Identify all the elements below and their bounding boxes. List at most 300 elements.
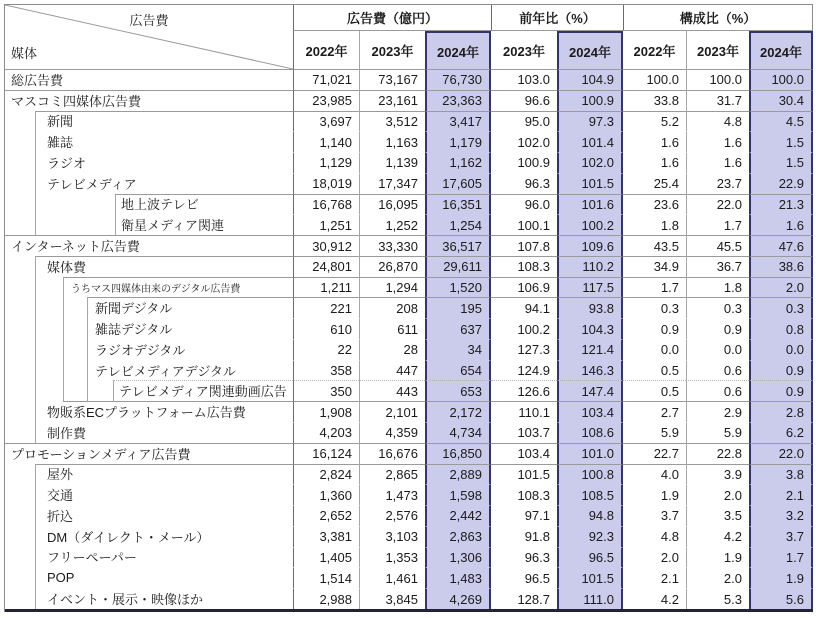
cell-value: 0.5: [660, 363, 679, 379]
cell-value: 358: [293, 360, 359, 381]
cell-value: 22.0: [749, 443, 813, 464]
cell-value: 103.7: [517, 425, 550, 441]
row-label-cell: [5, 464, 293, 485]
cell-value: 0.0: [749, 339, 813, 360]
row-label: 折込: [47, 508, 74, 524]
header-right: [293, 5, 813, 69]
cell-value: 117.5: [557, 277, 623, 298]
cell-value: 4.8: [686, 111, 749, 132]
row-label: 新聞デジタル: [95, 301, 173, 317]
year-header: 2023年: [359, 31, 425, 69]
row-label-cell: [5, 380, 293, 401]
row-label-cell: [5, 214, 293, 235]
cell-value: 1.6: [749, 214, 813, 235]
cell-value: 16,676: [359, 443, 425, 464]
cell-value: 0.0: [686, 339, 749, 360]
table-row: [5, 297, 813, 318]
row-label: 総広告費: [11, 72, 64, 88]
table-row: [5, 131, 813, 152]
row-label-cell: [5, 173, 293, 194]
cell-value: 24,801: [293, 256, 359, 277]
row-label: 雑誌: [47, 135, 74, 151]
cell-value: 106.9: [491, 277, 557, 298]
row-label-cell: [5, 505, 293, 526]
row-label-cell: [5, 69, 293, 90]
cell-value: 2.1: [749, 484, 813, 505]
table-row: [5, 111, 813, 132]
table-row: [5, 464, 813, 485]
cell-value: 1.9: [660, 487, 679, 503]
cell-value: 22.7: [623, 443, 686, 464]
cell-value: 96.3: [524, 176, 550, 192]
row-label-cell: [5, 443, 293, 464]
cell-value: 34: [425, 339, 491, 360]
cell-value: 1,473: [359, 484, 425, 505]
cell-value: 4,359: [359, 422, 425, 443]
cell-value: 146.3: [557, 360, 623, 381]
row-label-cell: [5, 297, 293, 318]
row-label: 交通: [47, 488, 74, 504]
row-label: ラジオ: [47, 155, 87, 171]
table-row: [5, 567, 813, 588]
cell-value: 0.5: [623, 380, 686, 401]
row-label-cell: [5, 90, 293, 111]
cell-value: 0.6: [686, 380, 749, 401]
cell-value: 1,129: [293, 152, 359, 173]
cell-value: 3.2: [749, 505, 813, 526]
cell-value: 2.0: [686, 484, 749, 505]
year-header-row: [293, 31, 813, 69]
row-label-cell: [5, 401, 293, 422]
cell-value: 2.0: [749, 277, 813, 298]
cell-value: 4.5: [749, 111, 813, 132]
row-label-cell: [5, 526, 293, 547]
cell-value: 30.4: [749, 90, 813, 111]
row-label: 制作費: [47, 425, 87, 441]
table-row: [5, 235, 813, 256]
cell-value: 5.9: [686, 422, 749, 443]
column-group-header-adspend: 広告費（億円）: [293, 5, 491, 31]
cell-value: 121.4: [557, 339, 623, 360]
cell-value: 34.9: [623, 256, 686, 277]
table-header: [5, 5, 813, 69]
cell-value: 110.2: [557, 256, 623, 277]
cell-value: 5.3: [686, 588, 749, 609]
cell-value: 1,211: [293, 277, 359, 298]
year-header: 2022年: [633, 43, 676, 59]
cell-value: 4.8: [660, 529, 679, 545]
cell-value: 36.7: [686, 256, 749, 277]
cell-value: 1,520: [425, 277, 491, 298]
cell-value: 4.2: [686, 526, 749, 547]
cell-value: 653: [425, 380, 491, 401]
cell-value: 22: [293, 339, 359, 360]
row-label-cell: [5, 235, 293, 256]
cell-value: 1.6: [660, 134, 679, 150]
cell-value: 2.0: [660, 549, 679, 565]
cell-value: 103.4: [557, 401, 623, 422]
cell-value: 126.6: [491, 380, 557, 401]
cell-value: 1,254: [425, 214, 491, 235]
cell-value: 26,870: [359, 256, 425, 277]
row-label-cell: [5, 111, 293, 132]
cell-value: 71,021: [293, 69, 359, 90]
cell-value: 18,019: [293, 173, 359, 194]
row-label: 屋外: [47, 467, 74, 483]
table-row: [5, 422, 813, 443]
cell-value: 38.6: [749, 256, 813, 277]
cell-value: 17,347: [359, 173, 425, 194]
cell-value: 31.7: [686, 90, 749, 111]
cell-value: 100.1: [517, 217, 550, 233]
cell-value: 1.9: [686, 547, 749, 568]
table-row: [5, 194, 813, 215]
cell-value: 94.1: [491, 297, 557, 318]
cell-value: 3.7: [660, 508, 679, 524]
row-label-cell: [5, 152, 293, 173]
table-body: [5, 69, 813, 609]
cell-value: 1,139: [359, 152, 425, 173]
cell-value: 47.6: [749, 235, 813, 256]
cell-value: 3,103: [359, 526, 425, 547]
row-label: イベント・展示・映像ほか: [47, 592, 204, 608]
cell-value: 76,730: [425, 69, 491, 90]
cell-value: 1,251: [293, 214, 359, 235]
table-row: [5, 547, 813, 568]
cell-value: 1,405: [293, 547, 359, 568]
cell-value: 5.2: [623, 111, 686, 132]
cell-value: 3.7: [749, 526, 813, 547]
table-corner-cell: [5, 5, 293, 69]
cell-value: 111.0: [557, 588, 623, 609]
table-row: [5, 256, 813, 277]
cell-value: 16,768: [293, 194, 359, 215]
row-label: 衛星メディア関連: [121, 218, 224, 234]
cell-value: 108.3: [491, 256, 557, 277]
cell-value: 33,330: [359, 235, 425, 256]
cell-value: 0.3: [686, 297, 749, 318]
cell-value: 1.6: [686, 131, 749, 152]
row-label: うちマス四媒体由来のデジタル広告費: [71, 283, 241, 295]
cell-value: 0.8: [749, 318, 813, 339]
cell-value: 2,172: [425, 401, 491, 422]
table-row: [5, 339, 813, 360]
cell-value: 2,442: [425, 505, 491, 526]
cell-value: 23.7: [686, 173, 749, 194]
row-label-cell: [5, 131, 293, 152]
cell-value: 36,517: [425, 235, 491, 256]
cell-value: 1.5: [749, 131, 813, 152]
cell-value: 3,381: [293, 526, 359, 547]
cell-value: 23,985: [293, 90, 359, 111]
cell-value: 96.5: [524, 570, 550, 586]
cell-value: 21.3: [749, 194, 813, 215]
cell-value: 637: [425, 318, 491, 339]
row-label: DM（ダイレクト・メール）: [47, 529, 210, 545]
row-label: POP: [47, 570, 75, 586]
table-row: [5, 277, 813, 298]
cell-value: 2,988: [293, 588, 359, 609]
cell-value: 104.3: [557, 318, 623, 339]
cell-value: 208: [359, 297, 425, 318]
cell-value: 30,912: [293, 235, 359, 256]
cell-value: 16,095: [359, 194, 425, 215]
cell-value: 100.2: [517, 321, 550, 337]
cell-value: 1,908: [293, 401, 359, 422]
cell-value: 1,306: [425, 547, 491, 568]
cell-value: 16,124: [293, 443, 359, 464]
cell-value: 101.0: [557, 443, 623, 464]
row-label-cell: [5, 484, 293, 505]
cell-value: 22.9: [749, 173, 813, 194]
cell-value: 100.2: [557, 214, 623, 235]
cell-value: 16,850: [425, 443, 491, 464]
row-label-cell: [5, 277, 293, 298]
cell-value: 100.8: [557, 464, 623, 485]
cell-value: 100.9: [557, 90, 623, 111]
cell-value: 1,514: [293, 567, 359, 588]
row-label-cell: [5, 567, 293, 588]
cell-value: 108.6: [557, 422, 623, 443]
table-row: [5, 526, 813, 547]
row-label: 物販系ECプラットフォーム広告費: [47, 405, 246, 421]
cell-value: 2.8: [749, 401, 813, 422]
row-label: 雑誌デジタル: [95, 322, 173, 338]
column-group-header-share: 構成比（%）: [623, 5, 813, 31]
cell-value: 92.3: [557, 526, 623, 547]
cell-value: 96.6: [491, 90, 557, 111]
cell-value: 1,179: [425, 131, 491, 152]
cell-value: 1,162: [425, 152, 491, 173]
table-row: [5, 318, 813, 339]
cell-value: 94.8: [557, 505, 623, 526]
cell-value: 128.7: [517, 591, 550, 607]
column-group-row: [293, 5, 813, 31]
year-header: 2024年: [425, 31, 491, 69]
cell-value: 611: [359, 318, 425, 339]
cell-value: 2,824: [293, 464, 359, 485]
row-label-cell: [5, 547, 293, 568]
cell-value: 109.6: [557, 235, 623, 256]
cell-value: 101.5: [491, 464, 557, 485]
row-label-cell: [5, 422, 293, 443]
year-header: 2023年: [686, 31, 749, 69]
cell-value: 1.7: [749, 547, 813, 568]
table-row: [5, 173, 813, 194]
cell-value: 97.1: [524, 508, 550, 524]
cell-value: 0.9: [749, 380, 813, 401]
cell-value: 3.8: [749, 464, 813, 485]
cell-value: 16,351: [425, 194, 491, 215]
cell-value: 1,294: [359, 277, 425, 298]
table-row: [5, 214, 813, 235]
cell-value: 1,163: [359, 131, 425, 152]
cell-value: 124.9: [517, 363, 550, 379]
corner-label-adspend: 広告費: [129, 13, 169, 28]
cell-value: 1,360: [293, 484, 359, 505]
cell-value: 108.3: [517, 487, 550, 503]
cell-value: 91.8: [524, 529, 550, 545]
cell-value: 2,865: [359, 464, 425, 485]
table-row: [5, 360, 813, 381]
cell-value: 22.8: [686, 443, 749, 464]
cell-value: 4,203: [293, 422, 359, 443]
cell-value: 1.8: [686, 277, 749, 298]
cell-value: 610: [293, 318, 359, 339]
column-group-header-yoy: 前年比（%）: [491, 5, 623, 31]
cell-value: 2,576: [359, 505, 425, 526]
cell-value: 97.3: [557, 111, 623, 132]
cell-value: 23.6: [623, 194, 686, 215]
row-label: テレビメディア: [47, 176, 137, 192]
cell-value: 447: [359, 360, 425, 381]
table-row: [5, 90, 813, 111]
cell-value: 147.4: [557, 380, 623, 401]
cell-value: 3.9: [686, 464, 749, 485]
cell-value: 1.6: [686, 152, 749, 173]
cell-value: 102.0: [517, 134, 550, 150]
cell-value: 0.9: [686, 318, 749, 339]
cell-value: 2,863: [425, 526, 491, 547]
row-label: 新聞: [47, 114, 74, 130]
table-row: [5, 588, 813, 609]
cell-value: 3,845: [359, 588, 425, 609]
cell-value: 4.0: [623, 464, 686, 485]
table-row: [5, 443, 813, 464]
cell-value: 100.9: [517, 155, 550, 171]
cell-value: 350: [293, 380, 359, 401]
row-label-cell: [5, 318, 293, 339]
table-row: [5, 152, 813, 173]
row-label: インターネット広告費: [11, 239, 140, 254]
cell-value: 1.9: [749, 567, 813, 588]
group-separator-line: [35, 464, 293, 465]
cell-value: 101.5: [557, 567, 623, 588]
cell-value: 2,101: [359, 401, 425, 422]
cell-value: 93.8: [557, 297, 623, 318]
row-label-cell: [5, 339, 293, 360]
cell-value: 23,161: [359, 90, 425, 111]
cell-value: 2.9: [686, 401, 749, 422]
cell-value: 95.0: [491, 111, 557, 132]
cell-value: 29,611: [425, 256, 491, 277]
cell-value: 2.7: [623, 401, 686, 422]
cell-value: 2.1: [660, 570, 679, 586]
cell-value: 221: [293, 297, 359, 318]
cell-value: 0.6: [686, 360, 749, 381]
row-label: 媒体費: [47, 259, 87, 275]
cell-value: 25.4: [653, 176, 679, 192]
cell-value: 33.8: [623, 90, 686, 111]
cell-value: 100.0: [749, 69, 813, 90]
table-row: [5, 505, 813, 526]
cell-value: 104.9: [557, 69, 623, 90]
cell-value: 1,353: [359, 547, 425, 568]
cell-value: 43.5: [623, 235, 686, 256]
cell-value: 2,889: [425, 464, 491, 485]
cell-value: 110.1: [491, 401, 557, 422]
cell-value: 1,252: [359, 214, 425, 235]
year-header: 2023年: [503, 43, 545, 59]
cell-value: 3.5: [686, 505, 749, 526]
year-header: 2024年: [749, 31, 813, 69]
table-row: [5, 380, 813, 401]
row-label: 地上波テレビ: [121, 197, 199, 213]
cell-value: 0.9: [660, 321, 679, 337]
cell-value: 4.2: [660, 591, 679, 607]
cell-value: 101.5: [557, 173, 623, 194]
row-label-cell: [5, 360, 293, 381]
cell-value: 654: [425, 360, 491, 381]
cell-value: 1,483: [425, 567, 491, 588]
table-row: [5, 69, 813, 90]
cell-value: 100.0: [686, 69, 749, 90]
cell-value: 3,697: [293, 111, 359, 132]
cell-value: 101.6: [557, 194, 623, 215]
cell-value: 22.0: [686, 194, 749, 215]
row-label: テレビメディア関連動画広告: [119, 384, 287, 400]
cell-value: 0.9: [749, 360, 813, 381]
cell-value: 73,167: [359, 69, 425, 90]
row-label: テレビメディアデジタル: [95, 363, 236, 379]
cell-value: 4,734: [425, 422, 491, 443]
cell-value: 3,512: [359, 111, 425, 132]
cell-value: 4,269: [425, 588, 491, 609]
cell-value: 5.6: [749, 588, 813, 609]
table-row: [5, 401, 813, 422]
cell-value: 1,598: [425, 484, 491, 505]
group-separator-line: [35, 111, 293, 112]
cell-value: 1,461: [359, 567, 425, 588]
cell-value: 2,652: [293, 505, 359, 526]
row-label: プロモーションメディア広告費: [11, 446, 191, 462]
row-label: フリーペーパー: [47, 550, 137, 566]
cell-value: 96.3: [524, 549, 550, 565]
cell-value: 28: [359, 339, 425, 360]
cell-value: 1.7: [686, 214, 749, 235]
cell-value: 96.0: [491, 194, 557, 215]
year-header: 2024年: [557, 31, 623, 69]
cell-value: 17,605: [425, 173, 491, 194]
ad-spend-table: [4, 4, 813, 612]
table-row: [5, 484, 813, 505]
cell-value: 195: [425, 297, 491, 318]
cell-value: 0.3: [749, 297, 813, 318]
row-label-cell: [5, 256, 293, 277]
cell-value: 96.5: [557, 547, 623, 568]
cell-value: 1.6: [660, 155, 679, 171]
table-bottom-border: [5, 609, 813, 612]
row-label-cell: [5, 588, 293, 609]
row-label-cell: [5, 194, 293, 215]
cell-value: 108.5: [557, 484, 623, 505]
cell-value: 102.0: [557, 152, 623, 173]
cell-value: 107.8: [491, 235, 557, 256]
cell-value: 443: [359, 380, 425, 401]
cell-value: 23,363: [425, 90, 491, 111]
cell-value: 1.7: [623, 277, 686, 298]
cell-value: 1,140: [293, 131, 359, 152]
cell-value: 6.2: [749, 422, 813, 443]
cell-value: 103.4: [491, 443, 557, 464]
cell-value: 3,417: [425, 111, 491, 132]
cell-value: 5.9: [660, 425, 679, 441]
cell-value: 103.0: [491, 69, 557, 90]
cell-value: 101.4: [557, 131, 623, 152]
cell-value: 100.0: [623, 69, 686, 90]
cell-value: 127.3: [517, 342, 550, 358]
cell-value: 1.8: [660, 217, 679, 233]
